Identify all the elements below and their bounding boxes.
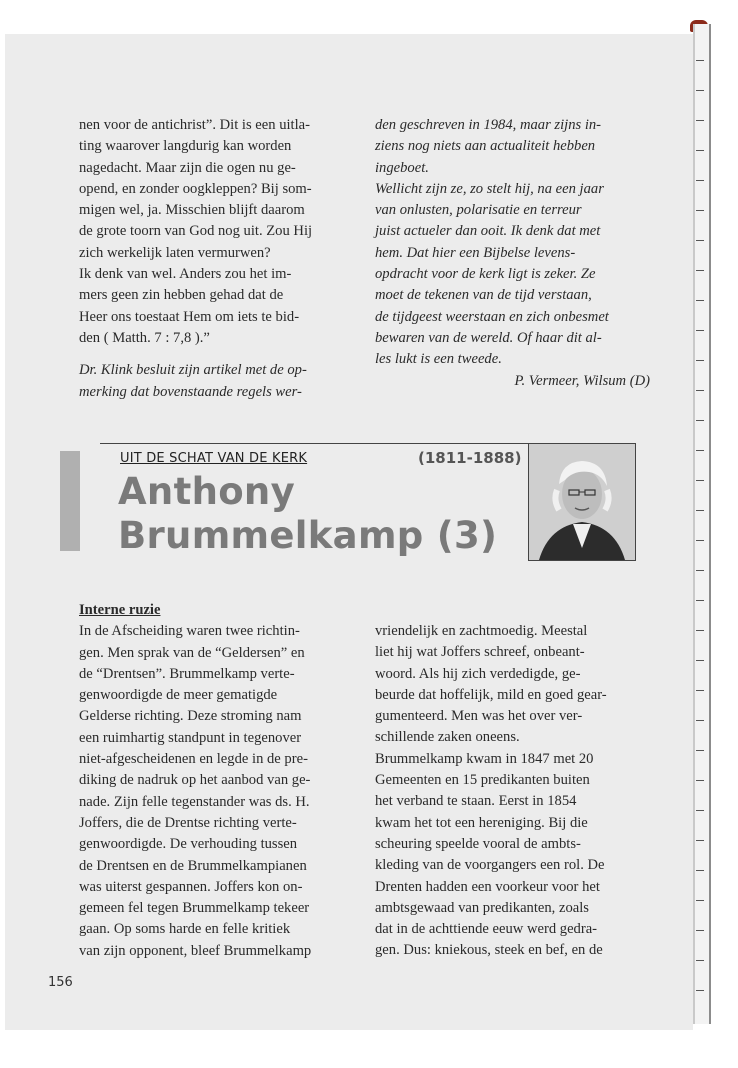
text-line: moet de tekenen van de tijd verstaan, (375, 287, 592, 304)
text-line: kleding van de voorgangers een rol. De (375, 857, 605, 874)
text-line: schillende zaken oneens. (375, 729, 520, 746)
signature: P. Vermeer, Wilsum (D) (514, 372, 650, 389)
spine-stitch (696, 270, 704, 271)
book-spine (693, 24, 711, 1024)
text-line: Heer ons toestaat Hem om iets te bid- (79, 308, 300, 325)
spine-stitch (696, 810, 704, 811)
text-line: mers geen zin hebben gehad dat de (79, 287, 284, 304)
spine-stitch (696, 900, 704, 901)
text-line: vriendelijk en zachtmoedig. Meestal (375, 623, 588, 639)
text-line: ambtsgewaad van predikanten, zoals (375, 899, 589, 916)
portrait-photo (528, 443, 636, 561)
spine-stitch (696, 870, 704, 871)
text-line: les lukt is een tweede. (375, 351, 502, 368)
spine-stitch (696, 660, 704, 661)
text-line: woord. Als hij zich verdedigde, ge- (375, 665, 581, 682)
title-name-line-2: Brummelkamp (3) (118, 514, 498, 557)
text-line: gemeen fel tegen Brummelkamp tekeer (79, 900, 310, 917)
text-line: het verband te staan. Eerst in 1854 (375, 793, 577, 810)
text-line: kwam het tot een hereniging. Bij die (375, 814, 588, 831)
text-line: de “Drentsen”. Brummelkamp verte- (79, 665, 295, 682)
text-line: zich werkelijk laten vermurwen? (79, 244, 271, 261)
top-left-column (79, 115, 359, 403)
spine-stitch (696, 840, 704, 841)
text-line: de grote toorn van God nog uit. Zou Hij (79, 223, 313, 240)
text-line: de Drentsen en de Brummelkampianen (79, 857, 307, 874)
text-line: gumenteerd. Men was het over ver- (375, 708, 583, 725)
spine-stitch (696, 990, 704, 991)
text-line: nade. Zijn felle tegenstander was ds. H. (79, 793, 310, 810)
text-line: In de Afscheiding waren twee richtin- (79, 623, 300, 640)
text-line: genwoordigde de meer gematigde (79, 687, 278, 704)
spine-stitch (696, 600, 704, 601)
text-line: Gemeenten en 15 predikanten buiten (375, 772, 590, 789)
spine-stitch (696, 450, 704, 451)
spine-stitch (696, 90, 704, 91)
text-line: de tijdgeest weerstaan en zich onbesmet (375, 308, 609, 325)
text-line: van onlusten, polarisatie en terreur (375, 202, 582, 219)
text-line: scheuring speelde vooral de ambts- (375, 835, 581, 852)
text-line: ziens nog niets aan actualiteit hebben (375, 138, 596, 155)
text-line: Brummelkamp kwam in 1847 met 20 (375, 750, 594, 767)
text-line: den geschreven in 1984, maar zijns in- (375, 117, 602, 133)
text-line: nen voor de antichrist”. Dit is een uitla- (79, 117, 310, 133)
text-line: merking dat bovenstaande regels wer- (79, 383, 302, 400)
spine-stitch (696, 930, 704, 931)
spine-stitch (696, 750, 704, 751)
spine-stitch (696, 390, 704, 391)
spine-stitch (696, 540, 704, 541)
spine-stitch (696, 240, 704, 241)
text-line: nagedacht. Maar zijn die ogen nu ge- (79, 159, 296, 176)
text-line: genwoordigde. De verhouding tussen (79, 836, 298, 853)
spine-stitch (696, 570, 704, 571)
bottom-right-column (375, 621, 655, 962)
text-line: Joffers, die de Drentse richting verte- (79, 814, 297, 831)
text-line: liet hij wat Joffers schreef, onbeant- (375, 644, 585, 661)
text-line: dat in de achttiende eeuw werd gedra- (375, 921, 598, 938)
spine-stitch (696, 360, 704, 361)
section-heading: Interne ruzie (79, 602, 161, 618)
spine-stitch (696, 150, 704, 151)
portrait-drawing (529, 444, 635, 560)
spine-stitch (696, 960, 704, 961)
text-line: Drenten hadden een voorkeur voor het (375, 878, 600, 895)
spine-stitch (696, 720, 704, 721)
top-right-column (375, 115, 650, 392)
text-line: ting waarover langdurig kan worden (79, 138, 292, 155)
text-line: Ik denk van wel. Anders zou het im- (79, 266, 292, 283)
text-line: was uiterst gespannen. Joffers kon on- (79, 878, 303, 895)
spine-stitch (696, 180, 704, 181)
spine-stitch (696, 330, 704, 331)
spine-stitch (696, 120, 704, 121)
spine-stitch (696, 300, 704, 301)
spine-stitch (696, 420, 704, 421)
spine-stitch (696, 210, 704, 211)
text-line: gen. Dus: kniekous, steek en bef, en de (375, 942, 603, 959)
text-line: niet-afgescheidenen en legde in de pre- (79, 751, 308, 768)
title-rule (100, 443, 528, 444)
text-line: den ( Matth. 7 : 7,8 ).” (79, 329, 210, 346)
spine-stitch (696, 60, 704, 61)
text-line: een ruimhartig standpunt in tegenover (79, 729, 302, 746)
spine-stitch (696, 630, 704, 631)
title-accent-bar (60, 451, 80, 551)
spine-stitch (696, 690, 704, 691)
bottom-left-column (79, 600, 359, 962)
text-line: bewaren van de wereld. Of haar dit al- (375, 329, 602, 346)
text-line: Dr. Klink besluit zijn artikel met de op- (79, 362, 307, 379)
text-line: diking de nadruk op het aanbod van ge- (79, 772, 311, 789)
text-line: opend, en zonder oogkleppen? Bij som- (79, 180, 312, 197)
text-line: beurde dat hoffelijk, mild en goed gear- (375, 686, 607, 703)
text-line: gen. Men sprak van de “Geldersen” en (79, 644, 305, 661)
text-line: migen wel, ja. Misschien blijft daarom (79, 202, 305, 219)
title-name-line-1: Anthony (118, 470, 295, 513)
page-number: 156 (48, 975, 73, 990)
spine-stitch (696, 780, 704, 781)
text-line: van zijn opponent, bleef Brummelkamp (79, 942, 312, 959)
text-line: ingeboet. (375, 159, 429, 176)
series-kicker: UIT DE SCHAT VAN DE KERK (120, 451, 308, 466)
text-line: Wellicht zijn ze, zo stelt hij, na een jaar (375, 180, 604, 197)
spine-stitch (696, 510, 704, 511)
spine-stitch (696, 480, 704, 481)
text-line: Gelderse richting. Deze stroming nam (79, 708, 302, 725)
text-line: gaan. Op soms harde en felle kritiek (79, 921, 291, 938)
text-line: opdracht voor de kerk ligt is zeker. Ze (375, 266, 596, 283)
life-years: (1811-1888) (418, 449, 522, 467)
text-line: hem. Dat hier een Bijbelse levens- (375, 244, 576, 261)
text-line: juist actueler dan ooit. Ik denk dat met (375, 223, 601, 240)
